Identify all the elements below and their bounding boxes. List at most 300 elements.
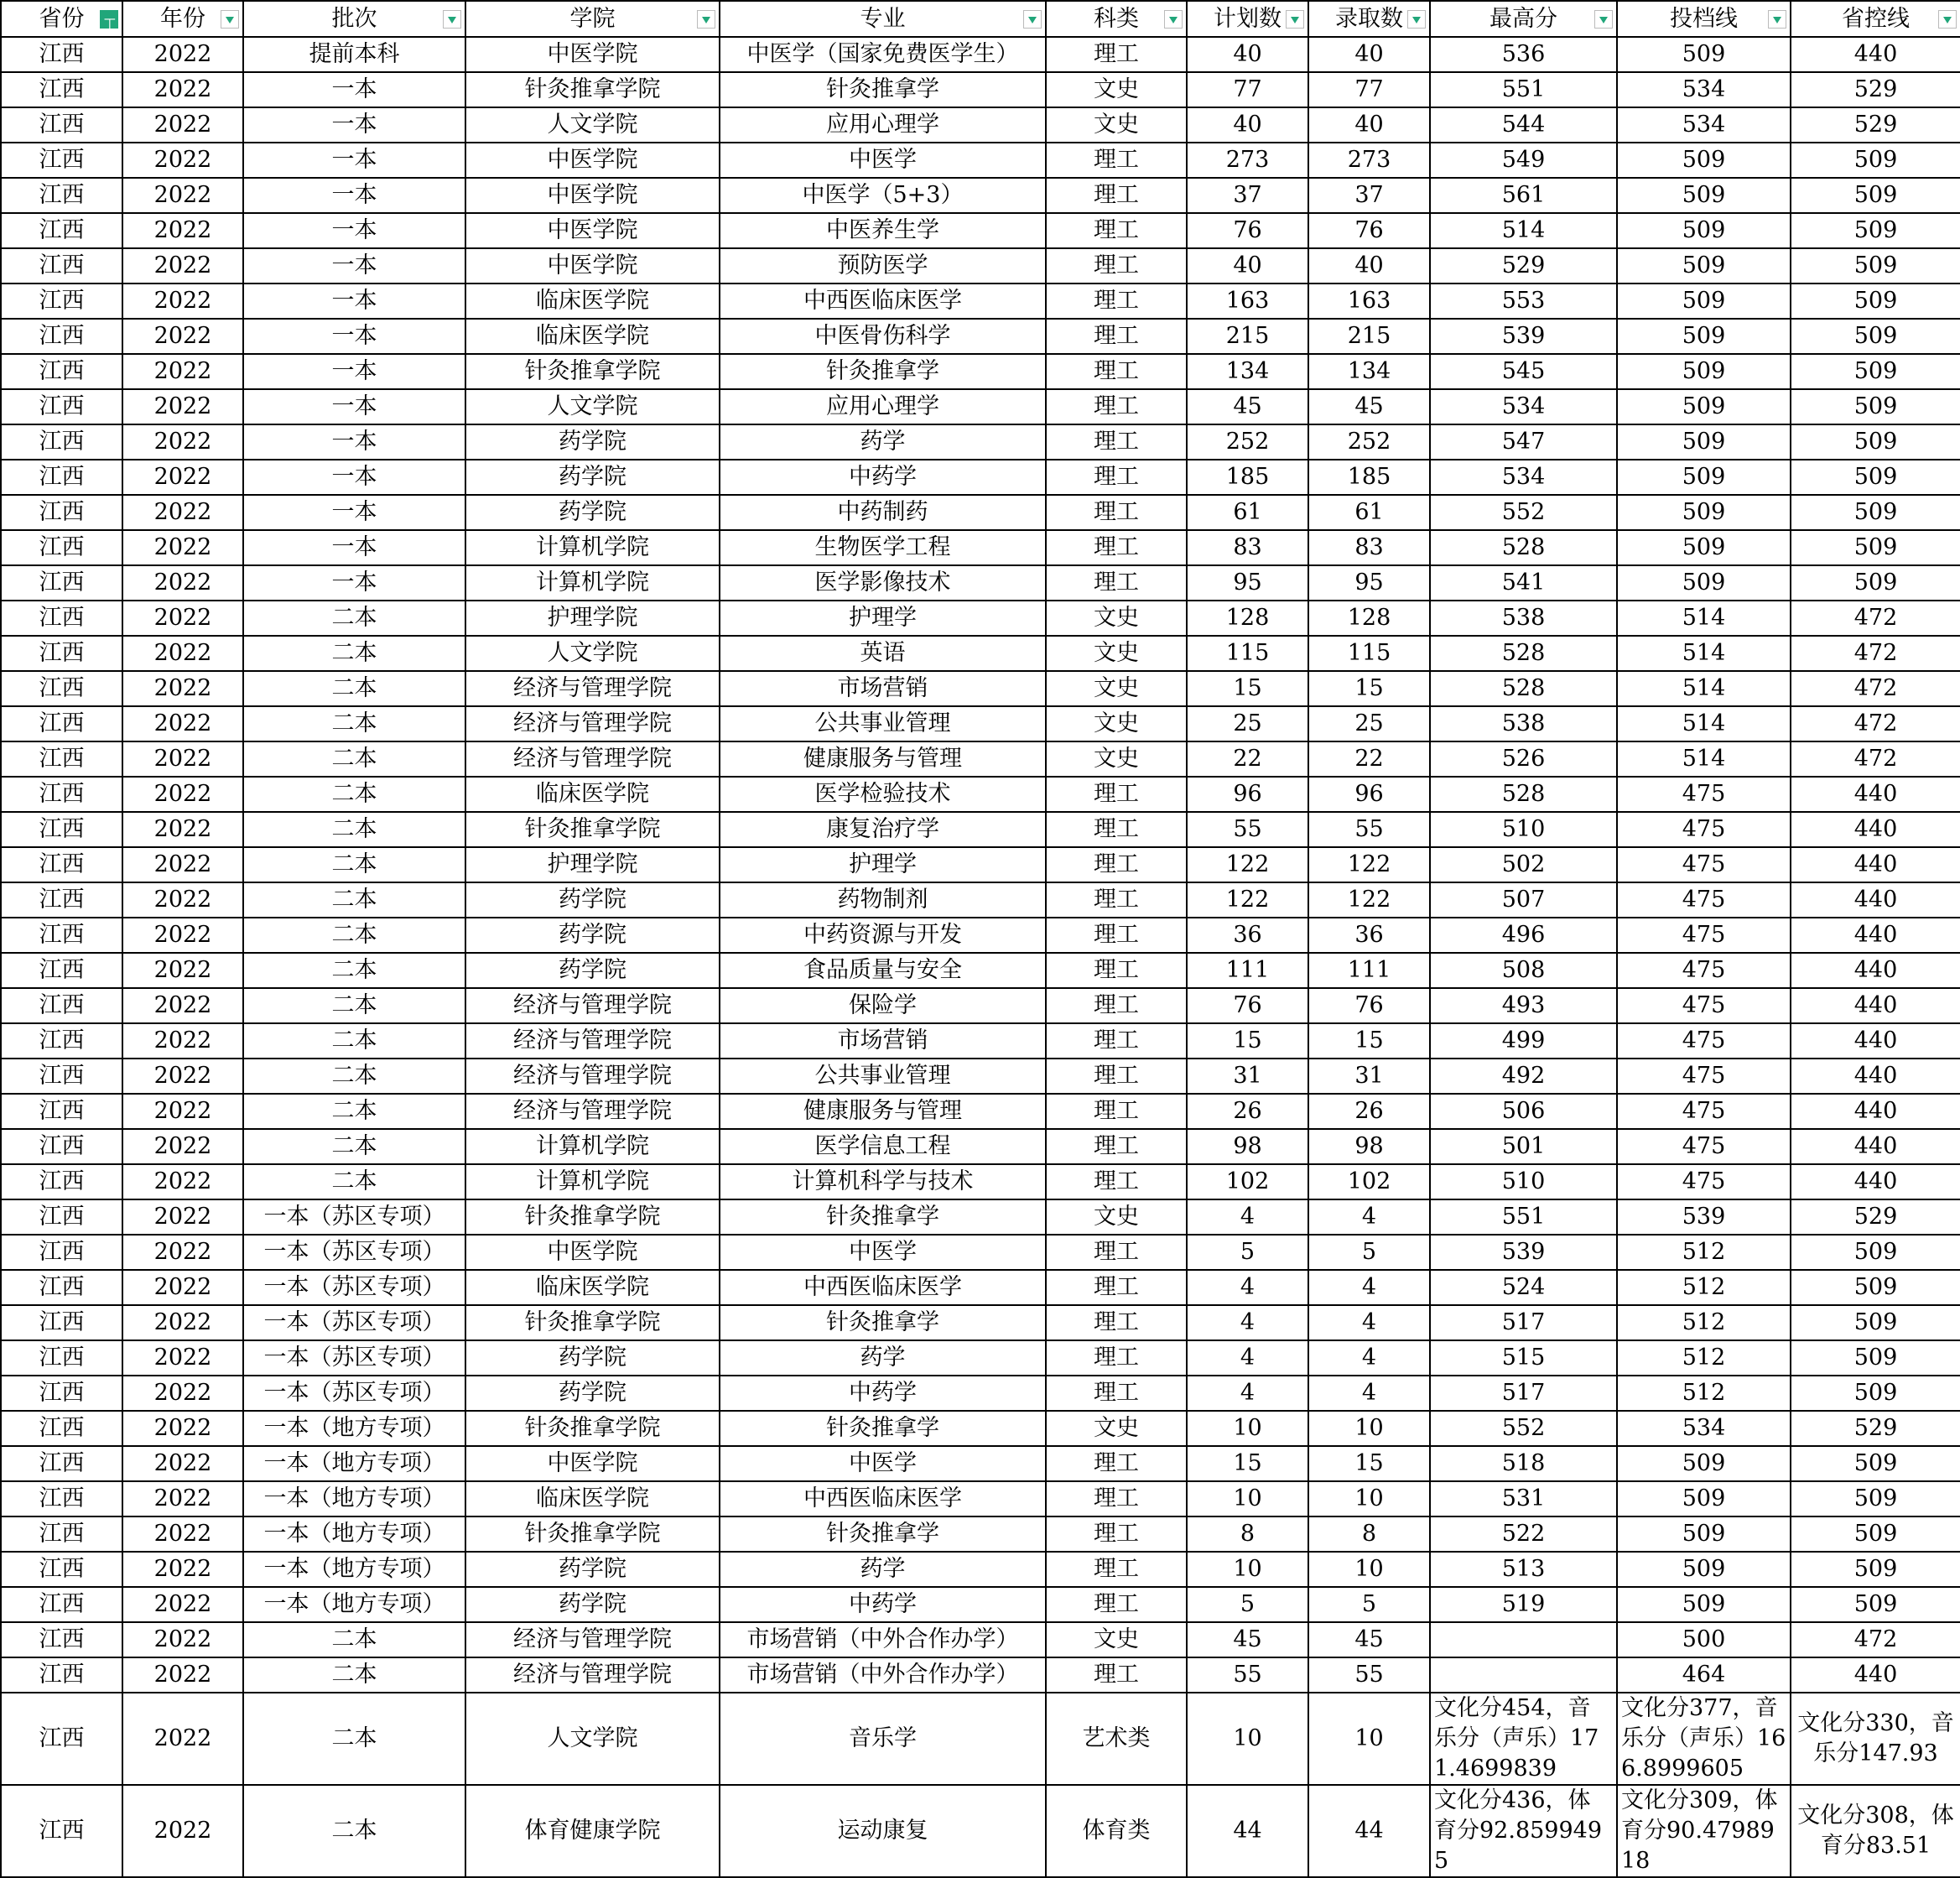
cell-batch[interactable]: 一本（苏区专项）: [243, 1270, 465, 1305]
cell-major[interactable]: 护理学: [720, 847, 1046, 882]
cell-category[interactable]: 理工: [1046, 389, 1187, 424]
cell-year[interactable]: 2022: [122, 847, 243, 882]
cell-college[interactable]: 经济与管理学院: [465, 1023, 720, 1059]
cell-category[interactable]: 理工: [1046, 1164, 1187, 1199]
cell-max-score[interactable]: [1430, 1622, 1617, 1657]
cell-max-score[interactable]: 499: [1430, 1023, 1617, 1059]
cell-cutoff-score[interactable]: 514: [1617, 741, 1791, 777]
cell-category[interactable]: 理工: [1046, 319, 1187, 354]
cell-plan-count[interactable]: 45: [1187, 1622, 1308, 1657]
cell-batch[interactable]: 一本: [243, 178, 465, 213]
cell-category[interactable]: 理工: [1046, 812, 1187, 847]
cell-college[interactable]: 中医学院: [465, 37, 720, 72]
cell-province[interactable]: 江西: [1, 671, 122, 706]
cell-max-score[interactable]: 文化分436，体育分92.8599495: [1430, 1785, 1617, 1877]
cell-major[interactable]: 康复治疗学: [720, 812, 1046, 847]
cell-province[interactable]: 江西: [1, 1411, 122, 1446]
cell-max-score[interactable]: 526: [1430, 741, 1617, 777]
filter-dropdown-icon[interactable]: [443, 10, 461, 29]
cell-max-score[interactable]: 510: [1430, 1164, 1617, 1199]
cell-admit-count[interactable]: 76: [1308, 988, 1430, 1023]
cell-admit-count[interactable]: 15: [1308, 1023, 1430, 1059]
cell-category[interactable]: 理工: [1046, 1305, 1187, 1340]
cell-plan-count[interactable]: 40: [1187, 37, 1308, 72]
cell-major[interactable]: 英语: [720, 636, 1046, 671]
cell-control-line[interactable]: 509: [1791, 248, 1960, 284]
cell-max-score[interactable]: 508: [1430, 953, 1617, 988]
cell-year[interactable]: 2022: [122, 354, 243, 389]
cell-control-line[interactable]: 440: [1791, 953, 1960, 988]
cell-year[interactable]: 2022: [122, 1023, 243, 1059]
cell-control-line[interactable]: 文化分330，音乐分147.93: [1791, 1693, 1960, 1785]
cell-control-line[interactable]: 440: [1791, 37, 1960, 72]
cell-category[interactable]: 理工: [1046, 565, 1187, 601]
cell-max-score[interactable]: 519: [1430, 1587, 1617, 1622]
cell-cutoff-score[interactable]: 514: [1617, 601, 1791, 636]
cell-cutoff-score[interactable]: 534: [1617, 107, 1791, 143]
cell-plan-count[interactable]: 76: [1187, 213, 1308, 248]
cell-control-line[interactable]: 文化分308，体育分83.51: [1791, 1785, 1960, 1877]
cell-cutoff-score[interactable]: 475: [1617, 918, 1791, 953]
cell-category[interactable]: 体育类: [1046, 1785, 1187, 1877]
cell-major[interactable]: 中药学: [720, 460, 1046, 495]
cell-admit-count[interactable]: 40: [1308, 107, 1430, 143]
cell-control-line[interactable]: 509: [1791, 1446, 1960, 1481]
cell-max-score[interactable]: 517: [1430, 1376, 1617, 1411]
cell-college[interactable]: 药学院: [465, 918, 720, 953]
filter-dropdown-icon[interactable]: [1023, 10, 1042, 29]
cell-province[interactable]: 江西: [1, 1199, 122, 1235]
cell-year[interactable]: 2022: [122, 143, 243, 178]
cell-year[interactable]: 2022: [122, 1305, 243, 1340]
cell-major[interactable]: 护理学: [720, 601, 1046, 636]
cell-province[interactable]: 江西: [1, 1376, 122, 1411]
cell-admit-count[interactable]: 45: [1308, 1622, 1430, 1657]
cell-max-score[interactable]: 492: [1430, 1059, 1617, 1094]
cell-province[interactable]: 江西: [1, 1023, 122, 1059]
cell-cutoff-score[interactable]: 509: [1617, 37, 1791, 72]
cell-batch[interactable]: 二本: [243, 918, 465, 953]
cell-max-score[interactable]: 517: [1430, 1305, 1617, 1340]
cell-control-line[interactable]: 509: [1791, 1305, 1960, 1340]
cell-college[interactable]: 临床医学院: [465, 777, 720, 812]
cell-major[interactable]: 针灸推拿学: [720, 1516, 1046, 1552]
cell-category[interactable]: 文史: [1046, 1622, 1187, 1657]
cell-year[interactable]: 2022: [122, 741, 243, 777]
cell-college[interactable]: 中医学院: [465, 1446, 720, 1481]
cell-control-line[interactable]: 509: [1791, 1340, 1960, 1376]
cell-max-score[interactable]: 551: [1430, 1199, 1617, 1235]
cell-plan-count[interactable]: 128: [1187, 601, 1308, 636]
cell-province[interactable]: 江西: [1, 107, 122, 143]
cell-province[interactable]: 江西: [1, 601, 122, 636]
cell-admit-count[interactable]: 122: [1308, 882, 1430, 918]
cell-batch[interactable]: 一本（苏区专项）: [243, 1305, 465, 1340]
cell-cutoff-score[interactable]: 464: [1617, 1657, 1791, 1693]
cell-plan-count[interactable]: 8: [1187, 1516, 1308, 1552]
cell-college[interactable]: 药学院: [465, 1552, 720, 1587]
cell-category[interactable]: 理工: [1046, 284, 1187, 319]
cell-province[interactable]: 江西: [1, 37, 122, 72]
cell-admit-count[interactable]: 8: [1308, 1516, 1430, 1552]
cell-category[interactable]: 理工: [1046, 495, 1187, 530]
cell-plan-count[interactable]: 215: [1187, 319, 1308, 354]
cell-control-line[interactable]: 440: [1791, 882, 1960, 918]
cell-batch[interactable]: 二本: [243, 1059, 465, 1094]
cell-category[interactable]: 理工: [1046, 847, 1187, 882]
cell-cutoff-score[interactable]: 509: [1617, 565, 1791, 601]
cell-control-line[interactable]: 509: [1791, 424, 1960, 460]
cell-year[interactable]: 2022: [122, 1199, 243, 1235]
cell-max-score[interactable]: 522: [1430, 1516, 1617, 1552]
cell-college[interactable]: 药学院: [465, 1376, 720, 1411]
cell-category[interactable]: 理工: [1046, 1340, 1187, 1376]
cell-category[interactable]: 理工: [1046, 953, 1187, 988]
filter-dropdown-icon[interactable]: [1286, 10, 1304, 29]
cell-cutoff-score[interactable]: 509: [1617, 248, 1791, 284]
cell-batch[interactable]: 二本: [243, 847, 465, 882]
cell-cutoff-score[interactable]: 509: [1617, 143, 1791, 178]
cell-max-score[interactable]: 545: [1430, 354, 1617, 389]
cell-max-score[interactable]: 529: [1430, 248, 1617, 284]
cell-plan-count[interactable]: 45: [1187, 389, 1308, 424]
cell-plan-count[interactable]: 5: [1187, 1235, 1308, 1270]
cell-plan-count[interactable]: 122: [1187, 847, 1308, 882]
cell-batch[interactable]: 一本: [243, 143, 465, 178]
cell-year[interactable]: 2022: [122, 1270, 243, 1305]
filter-dropdown-icon[interactable]: [1407, 10, 1426, 29]
cell-cutoff-score[interactable]: 475: [1617, 1094, 1791, 1129]
cell-category[interactable]: 文史: [1046, 601, 1187, 636]
cell-plan-count[interactable]: 163: [1187, 284, 1308, 319]
cell-major[interactable]: 应用心理学: [720, 107, 1046, 143]
cell-major[interactable]: 针灸推拿学: [720, 354, 1046, 389]
cell-cutoff-score[interactable]: 475: [1617, 1059, 1791, 1094]
cell-cutoff-score[interactable]: 509: [1617, 460, 1791, 495]
cell-plan-count[interactable]: 15: [1187, 671, 1308, 706]
cell-control-line[interactable]: 440: [1791, 988, 1960, 1023]
filter-dropdown-icon[interactable]: [1768, 10, 1786, 29]
cell-plan-count[interactable]: 102: [1187, 1164, 1308, 1199]
cell-province[interactable]: 江西: [1, 882, 122, 918]
cell-batch[interactable]: 二本: [243, 1164, 465, 1199]
cell-major[interactable]: 应用心理学: [720, 389, 1046, 424]
cell-college[interactable]: 人文学院: [465, 107, 720, 143]
cell-plan-count[interactable]: 4: [1187, 1270, 1308, 1305]
cell-plan-count[interactable]: 76: [1187, 988, 1308, 1023]
cell-batch[interactable]: 二本: [243, 1094, 465, 1129]
cell-control-line[interactable]: 509: [1791, 284, 1960, 319]
cell-control-line[interactable]: 440: [1791, 847, 1960, 882]
cell-year[interactable]: 2022: [122, 1481, 243, 1516]
cell-control-line[interactable]: 440: [1791, 812, 1960, 847]
cell-control-line[interactable]: 440: [1791, 918, 1960, 953]
cell-province[interactable]: 江西: [1, 1059, 122, 1094]
cell-control-line[interactable]: 529: [1791, 107, 1960, 143]
cell-category[interactable]: 理工: [1046, 354, 1187, 389]
cell-cutoff-score[interactable]: 512: [1617, 1235, 1791, 1270]
cell-major[interactable]: 预防医学: [720, 248, 1046, 284]
cell-province[interactable]: 江西: [1, 1481, 122, 1516]
cell-max-score[interactable]: 524: [1430, 1270, 1617, 1305]
cell-category[interactable]: 理工: [1046, 1059, 1187, 1094]
cell-admit-count[interactable]: 22: [1308, 741, 1430, 777]
cell-batch[interactable]: 一本（苏区专项）: [243, 1376, 465, 1411]
cell-plan-count[interactable]: 10: [1187, 1693, 1308, 1785]
cell-province[interactable]: 江西: [1, 1622, 122, 1657]
cell-max-score[interactable]: 501: [1430, 1129, 1617, 1164]
cell-admit-count[interactable]: 83: [1308, 530, 1430, 565]
cell-college[interactable]: 药学院: [465, 953, 720, 988]
cell-admit-count[interactable]: 273: [1308, 143, 1430, 178]
cell-admit-count[interactable]: 95: [1308, 565, 1430, 601]
cell-province[interactable]: 江西: [1, 1657, 122, 1693]
cell-control-line[interactable]: 509: [1791, 178, 1960, 213]
cell-max-score[interactable]: 531: [1430, 1481, 1617, 1516]
cell-province[interactable]: 江西: [1, 460, 122, 495]
cell-batch[interactable]: 提前本科: [243, 37, 465, 72]
cell-category[interactable]: 理工: [1046, 1446, 1187, 1481]
cell-cutoff-score[interactable]: 509: [1617, 1481, 1791, 1516]
cell-college[interactable]: 针灸推拿学院: [465, 72, 720, 107]
cell-year[interactable]: 2022: [122, 1516, 243, 1552]
cell-category[interactable]: 理工: [1046, 1657, 1187, 1693]
cell-admit-count[interactable]: 96: [1308, 777, 1430, 812]
cell-admit-count[interactable]: 185: [1308, 460, 1430, 495]
cell-province[interactable]: 江西: [1, 143, 122, 178]
cell-category[interactable]: 理工: [1046, 213, 1187, 248]
filter-dropdown-icon[interactable]: [1938, 10, 1957, 29]
cell-major[interactable]: 运动康复: [720, 1785, 1046, 1877]
cell-cutoff-score[interactable]: 509: [1617, 1446, 1791, 1481]
cell-plan-count[interactable]: 37: [1187, 178, 1308, 213]
cell-college[interactable]: 药学院: [465, 495, 720, 530]
cell-plan-count[interactable]: 4: [1187, 1376, 1308, 1411]
cell-category[interactable]: 文史: [1046, 107, 1187, 143]
cell-major[interactable]: 中医学（国家免费医学生）: [720, 37, 1046, 72]
cell-admit-count[interactable]: 40: [1308, 37, 1430, 72]
cell-category[interactable]: 理工: [1046, 1270, 1187, 1305]
cell-batch[interactable]: 二本: [243, 988, 465, 1023]
cell-batch[interactable]: 一本: [243, 495, 465, 530]
cell-category[interactable]: 理工: [1046, 1552, 1187, 1587]
cell-control-line[interactable]: 440: [1791, 1094, 1960, 1129]
cell-batch[interactable]: 二本: [243, 953, 465, 988]
cell-plan-count[interactable]: 44: [1187, 1785, 1308, 1877]
cell-category[interactable]: 理工: [1046, 460, 1187, 495]
cell-plan-count[interactable]: 98: [1187, 1129, 1308, 1164]
cell-year[interactable]: 2022: [122, 72, 243, 107]
cell-admit-count[interactable]: 36: [1308, 918, 1430, 953]
filter-dropdown-icon[interactable]: [697, 10, 715, 29]
cell-year[interactable]: 2022: [122, 424, 243, 460]
cell-major[interactable]: 中药制药: [720, 495, 1046, 530]
cell-year[interactable]: 2022: [122, 1622, 243, 1657]
cell-control-line[interactable]: 440: [1791, 1164, 1960, 1199]
cell-major[interactable]: 中药资源与开发: [720, 918, 1046, 953]
cell-year[interactable]: 2022: [122, 812, 243, 847]
cell-batch[interactable]: 二本: [243, 636, 465, 671]
cell-year[interactable]: 2022: [122, 460, 243, 495]
cell-college[interactable]: 药学院: [465, 424, 720, 460]
cell-max-score[interactable]: 549: [1430, 143, 1617, 178]
cell-year[interactable]: 2022: [122, 1411, 243, 1446]
cell-cutoff-score[interactable]: 509: [1617, 389, 1791, 424]
cell-category[interactable]: 理工: [1046, 1481, 1187, 1516]
cell-college[interactable]: 药学院: [465, 882, 720, 918]
cell-max-score[interactable]: 513: [1430, 1552, 1617, 1587]
cell-province[interactable]: 江西: [1, 741, 122, 777]
cell-admit-count[interactable]: 115: [1308, 636, 1430, 671]
cell-batch[interactable]: 一本（苏区专项）: [243, 1235, 465, 1270]
cell-category[interactable]: 文史: [1046, 706, 1187, 741]
cell-cutoff-score[interactable]: 475: [1617, 847, 1791, 882]
cell-major[interactable]: 市场营销（中外合作办学）: [720, 1622, 1046, 1657]
cell-province[interactable]: 江西: [1, 1693, 122, 1785]
cell-college[interactable]: 计算机学院: [465, 1164, 720, 1199]
cell-province[interactable]: 江西: [1, 424, 122, 460]
cell-max-score[interactable]: 551: [1430, 72, 1617, 107]
cell-plan-count[interactable]: 122: [1187, 882, 1308, 918]
cell-major[interactable]: 药学: [720, 424, 1046, 460]
cell-province[interactable]: 江西: [1, 1552, 122, 1587]
cell-control-line[interactable]: 509: [1791, 143, 1960, 178]
cell-college[interactable]: 计算机学院: [465, 565, 720, 601]
cell-major[interactable]: 健康服务与管理: [720, 741, 1046, 777]
cell-major[interactable]: 音乐学: [720, 1693, 1046, 1785]
cell-admit-count[interactable]: 10: [1308, 1411, 1430, 1446]
cell-province[interactable]: 江西: [1, 1164, 122, 1199]
filter-dropdown-icon[interactable]: [1164, 10, 1183, 29]
cell-admit-count[interactable]: 45: [1308, 389, 1430, 424]
cell-batch[interactable]: 二本: [243, 1023, 465, 1059]
cell-control-line[interactable]: 440: [1791, 1657, 1960, 1693]
cell-admit-count[interactable]: 4: [1308, 1270, 1430, 1305]
cell-year[interactable]: 2022: [122, 284, 243, 319]
cell-admit-count[interactable]: 128: [1308, 601, 1430, 636]
cell-batch[interactable]: 二本: [243, 1622, 465, 1657]
cell-major[interactable]: 公共事业管理: [720, 706, 1046, 741]
cell-college[interactable]: 针灸推拿学院: [465, 1411, 720, 1446]
cell-admit-count[interactable]: 61: [1308, 495, 1430, 530]
cell-max-score[interactable]: 496: [1430, 918, 1617, 953]
cell-control-line[interactable]: 509: [1791, 1376, 1960, 1411]
cell-year[interactable]: 2022: [122, 1785, 243, 1877]
cell-province[interactable]: 江西: [1, 636, 122, 671]
cell-major[interactable]: 市场营销: [720, 671, 1046, 706]
cell-max-score[interactable]: 536: [1430, 37, 1617, 72]
cell-control-line[interactable]: 509: [1791, 1270, 1960, 1305]
cell-plan-count[interactable]: 252: [1187, 424, 1308, 460]
cell-province[interactable]: 江西: [1, 495, 122, 530]
cell-college[interactable]: 中医学院: [465, 1235, 720, 1270]
cell-cutoff-score[interactable]: 509: [1617, 530, 1791, 565]
cell-category[interactable]: 理工: [1046, 988, 1187, 1023]
cell-plan-count[interactable]: 96: [1187, 777, 1308, 812]
cell-control-line[interactable]: 509: [1791, 1552, 1960, 1587]
cell-cutoff-score[interactable]: 534: [1617, 1411, 1791, 1446]
cell-cutoff-score[interactable]: 475: [1617, 953, 1791, 988]
cell-max-score[interactable]: 538: [1430, 706, 1617, 741]
cell-cutoff-score[interactable]: 475: [1617, 1129, 1791, 1164]
cell-admit-count[interactable]: 122: [1308, 847, 1430, 882]
cell-year[interactable]: 2022: [122, 988, 243, 1023]
cell-admit-count[interactable]: 4: [1308, 1340, 1430, 1376]
cell-batch[interactable]: 一本: [243, 530, 465, 565]
cell-year[interactable]: 2022: [122, 389, 243, 424]
cell-control-line[interactable]: 472: [1791, 636, 1960, 671]
cell-year[interactable]: 2022: [122, 530, 243, 565]
cell-college[interactable]: 中医学院: [465, 248, 720, 284]
cell-cutoff-score[interactable]: 512: [1617, 1270, 1791, 1305]
cell-province[interactable]: 江西: [1, 1235, 122, 1270]
cell-plan-count[interactable]: 31: [1187, 1059, 1308, 1094]
cell-plan-count[interactable]: 4: [1187, 1199, 1308, 1235]
cell-major[interactable]: 中医学: [720, 1446, 1046, 1481]
cell-max-score[interactable]: 528: [1430, 777, 1617, 812]
cell-category[interactable]: 理工: [1046, 248, 1187, 284]
cell-year[interactable]: 2022: [122, 1446, 243, 1481]
cell-control-line[interactable]: 509: [1791, 565, 1960, 601]
cell-year[interactable]: 2022: [122, 37, 243, 72]
cell-province[interactable]: 江西: [1, 1516, 122, 1552]
cell-plan-count[interactable]: 15: [1187, 1023, 1308, 1059]
cell-year[interactable]: 2022: [122, 248, 243, 284]
cell-cutoff-score[interactable]: 500: [1617, 1622, 1791, 1657]
cell-major[interactable]: 药物制剂: [720, 882, 1046, 918]
cell-category[interactable]: 理工: [1046, 1129, 1187, 1164]
cell-admit-count[interactable]: 4: [1308, 1199, 1430, 1235]
cell-cutoff-score[interactable]: 512: [1617, 1376, 1791, 1411]
cell-max-score[interactable]: 552: [1430, 495, 1617, 530]
cell-admit-count[interactable]: 55: [1308, 812, 1430, 847]
cell-batch[interactable]: 一本: [243, 284, 465, 319]
cell-college[interactable]: 经济与管理学院: [465, 1657, 720, 1693]
cell-plan-count[interactable]: 40: [1187, 248, 1308, 284]
cell-batch[interactable]: 一本: [243, 460, 465, 495]
cell-max-score[interactable]: 518: [1430, 1446, 1617, 1481]
cell-control-line[interactable]: 509: [1791, 389, 1960, 424]
cell-category[interactable]: 理工: [1046, 1587, 1187, 1622]
cell-batch[interactable]: 二本: [243, 741, 465, 777]
cell-admit-count[interactable]: 5: [1308, 1587, 1430, 1622]
cell-year[interactable]: 2022: [122, 671, 243, 706]
cell-max-score[interactable]: 510: [1430, 812, 1617, 847]
cell-plan-count[interactable]: 55: [1187, 812, 1308, 847]
cell-major[interactable]: 中医学（5+3）: [720, 178, 1046, 213]
cell-province[interactable]: 江西: [1, 847, 122, 882]
cell-college[interactable]: 临床医学院: [465, 319, 720, 354]
cell-plan-count[interactable]: 4: [1187, 1305, 1308, 1340]
cell-batch[interactable]: 一本（地方专项）: [243, 1446, 465, 1481]
cell-major[interactable]: 中医养生学: [720, 213, 1046, 248]
cell-college[interactable]: 经济与管理学院: [465, 706, 720, 741]
cell-batch[interactable]: 一本（地方专项）: [243, 1587, 465, 1622]
cell-max-score[interactable]: 538: [1430, 601, 1617, 636]
cell-year[interactable]: 2022: [122, 1552, 243, 1587]
cell-major[interactable]: 中医学: [720, 143, 1046, 178]
cell-batch[interactable]: 一本: [243, 424, 465, 460]
cell-college[interactable]: 经济与管理学院: [465, 1094, 720, 1129]
cell-admit-count[interactable]: 10: [1308, 1481, 1430, 1516]
cell-admit-count[interactable]: 55: [1308, 1657, 1430, 1693]
cell-control-line[interactable]: 509: [1791, 530, 1960, 565]
cell-admit-count[interactable]: 4: [1308, 1305, 1430, 1340]
cell-major[interactable]: 食品质量与安全: [720, 953, 1046, 988]
cell-cutoff-score[interactable]: 512: [1617, 1305, 1791, 1340]
cell-category[interactable]: 文史: [1046, 671, 1187, 706]
cell-province[interactable]: 江西: [1, 812, 122, 847]
